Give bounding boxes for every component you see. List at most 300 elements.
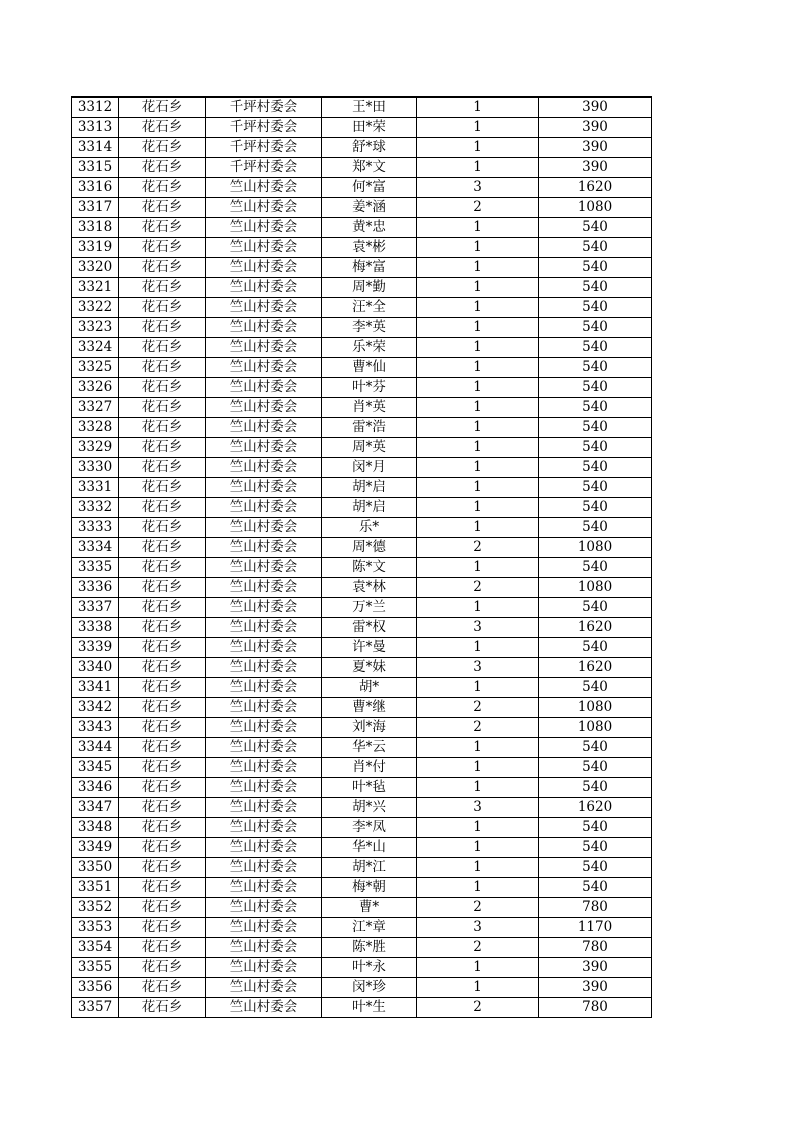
cell-name: 江*章	[322, 918, 417, 938]
table-row	[72, 658, 652, 678]
cell-count: 1	[417, 318, 539, 338]
table-row	[72, 638, 652, 658]
cell-village-committee: 竺山村委会	[206, 718, 322, 738]
cell-amount: 540	[539, 518, 652, 538]
cell-amount: 540	[539, 238, 652, 258]
cell-id: 3352	[72, 898, 119, 918]
cell-village-committee: 千坪村委会	[206, 97, 322, 118]
cell-name: 陈*胜	[322, 938, 417, 958]
cell-township: 花石乡	[119, 818, 206, 838]
cell-count: 1	[417, 598, 539, 618]
table-row	[72, 158, 652, 178]
cell-amount: 540	[539, 738, 652, 758]
table-row	[72, 238, 652, 258]
cell-name: 汪*全	[322, 298, 417, 318]
cell-count: 1	[417, 858, 539, 878]
cell-amount: 540	[539, 858, 652, 878]
cell-name: 刘*海	[322, 718, 417, 738]
cell-name: 闵*月	[322, 458, 417, 478]
cell-amount: 540	[539, 758, 652, 778]
table-row	[72, 398, 652, 418]
table-row	[72, 738, 652, 758]
cell-count: 1	[417, 118, 539, 138]
cell-township: 花石乡	[119, 198, 206, 218]
cell-count: 1	[417, 338, 539, 358]
cell-name: 袁*林	[322, 578, 417, 598]
cell-township: 花石乡	[119, 378, 206, 398]
table-row	[72, 838, 652, 858]
table-row	[72, 898, 652, 918]
cell-amount: 390	[539, 978, 652, 998]
cell-village-committee: 竺山村委会	[206, 378, 322, 398]
cell-township: 花石乡	[119, 898, 206, 918]
cell-name: 曹*继	[322, 698, 417, 718]
table-row	[72, 118, 652, 138]
cell-id: 3351	[72, 878, 119, 898]
cell-township: 花石乡	[119, 758, 206, 778]
cell-id: 3325	[72, 358, 119, 378]
cell-township: 花石乡	[119, 598, 206, 618]
cell-township: 花石乡	[119, 978, 206, 998]
cell-count: 1	[417, 238, 539, 258]
cell-township: 花石乡	[119, 398, 206, 418]
cell-township: 花石乡	[119, 698, 206, 718]
cell-amount: 1620	[539, 658, 652, 678]
table-row	[72, 498, 652, 518]
cell-id: 3342	[72, 698, 119, 718]
cell-village-committee: 竺山村委会	[206, 798, 322, 818]
cell-amount: 540	[539, 498, 652, 518]
cell-amount: 540	[539, 638, 652, 658]
cell-count: 1	[417, 558, 539, 578]
cell-id: 3317	[72, 198, 119, 218]
cell-village-committee: 竺山村委会	[206, 858, 322, 878]
cell-id: 3353	[72, 918, 119, 938]
cell-township: 花石乡	[119, 678, 206, 698]
cell-amount: 540	[539, 678, 652, 698]
cell-count: 1	[417, 778, 539, 798]
cell-amount: 540	[539, 218, 652, 238]
cell-count: 1	[417, 258, 539, 278]
cell-id: 3349	[72, 838, 119, 858]
cell-name: 胡*江	[322, 858, 417, 878]
cell-township: 花石乡	[119, 418, 206, 438]
cell-count: 1	[417, 678, 539, 698]
cell-count: 2	[417, 898, 539, 918]
cell-amount: 540	[539, 378, 652, 398]
cell-village-committee: 竺山村委会	[206, 598, 322, 618]
cell-village-committee: 竺山村委会	[206, 478, 322, 498]
cell-count: 1	[417, 138, 539, 158]
cell-count: 1	[417, 978, 539, 998]
cell-amount: 390	[539, 118, 652, 138]
cell-count: 1	[417, 97, 539, 118]
cell-village-committee: 竺山村委会	[206, 658, 322, 678]
cell-amount: 540	[539, 778, 652, 798]
cell-count: 3	[417, 618, 539, 638]
table-row	[72, 578, 652, 598]
cell-count: 2	[417, 718, 539, 738]
cell-count: 1	[417, 358, 539, 378]
table-row	[72, 798, 652, 818]
cell-village-committee: 竺山村委会	[206, 738, 322, 758]
cell-township: 花石乡	[119, 438, 206, 458]
cell-id: 3324	[72, 338, 119, 358]
cell-id: 3326	[72, 378, 119, 398]
cell-township: 花石乡	[119, 158, 206, 178]
cell-amount: 540	[539, 598, 652, 618]
cell-count: 1	[417, 758, 539, 778]
cell-amount: 540	[539, 318, 652, 338]
table-row	[72, 218, 652, 238]
table-row	[72, 138, 652, 158]
cell-name: 周*德	[322, 538, 417, 558]
cell-township: 花石乡	[119, 318, 206, 338]
cell-amount: 390	[539, 158, 652, 178]
cell-township: 花石乡	[119, 118, 206, 138]
cell-township: 花石乡	[119, 178, 206, 198]
cell-count: 1	[417, 498, 539, 518]
cell-count: 2	[417, 698, 539, 718]
cell-name: 黄*忠	[322, 218, 417, 238]
cell-amount: 540	[539, 458, 652, 478]
table-row	[72, 778, 652, 798]
table-row	[72, 598, 652, 618]
cell-count: 2	[417, 578, 539, 598]
cell-id: 3316	[72, 178, 119, 198]
cell-amount: 1620	[539, 798, 652, 818]
cell-amount: 1620	[539, 178, 652, 198]
cell-amount: 1170	[539, 918, 652, 938]
cell-name: 李*凤	[322, 818, 417, 838]
cell-township: 花石乡	[119, 358, 206, 378]
cell-id: 3318	[72, 218, 119, 238]
cell-id: 3322	[72, 298, 119, 318]
cell-village-committee: 竺山村委会	[206, 318, 322, 338]
cell-count: 1	[417, 458, 539, 478]
cell-amount: 540	[539, 358, 652, 378]
cell-amount: 540	[539, 258, 652, 278]
cell-id: 3343	[72, 718, 119, 738]
cell-amount: 540	[539, 838, 652, 858]
cell-amount: 390	[539, 138, 652, 158]
cell-amount: 390	[539, 958, 652, 978]
cell-township: 花石乡	[119, 138, 206, 158]
cell-village-committee: 竺山村委会	[206, 578, 322, 598]
cell-township: 花石乡	[119, 858, 206, 878]
cell-township: 花石乡	[119, 878, 206, 898]
cell-village-committee: 竺山村委会	[206, 938, 322, 958]
cell-id: 3356	[72, 978, 119, 998]
cell-id: 3341	[72, 678, 119, 698]
cell-name: 舒*球	[322, 138, 417, 158]
table-body	[72, 97, 652, 1018]
cell-village-committee: 竺山村委会	[206, 778, 322, 798]
data-table	[71, 96, 652, 1018]
cell-id: 3331	[72, 478, 119, 498]
cell-count: 1	[417, 738, 539, 758]
cell-id: 3327	[72, 398, 119, 418]
cell-amount: 540	[539, 418, 652, 438]
cell-amount: 540	[539, 878, 652, 898]
cell-count: 2	[417, 538, 539, 558]
table-row	[72, 538, 652, 558]
table-row	[72, 358, 652, 378]
cell-amount: 1080	[539, 698, 652, 718]
table-row	[72, 978, 652, 998]
cell-id: 3357	[72, 998, 119, 1018]
cell-name: 许*曼	[322, 638, 417, 658]
table-row	[72, 958, 652, 978]
cell-id: 3314	[72, 138, 119, 158]
table-row	[72, 378, 652, 398]
cell-count: 2	[417, 938, 539, 958]
cell-name: 叶*芬	[322, 378, 417, 398]
cell-name: 曹*仙	[322, 358, 417, 378]
cell-village-committee: 竺山村委会	[206, 398, 322, 418]
cell-name: 肖*付	[322, 758, 417, 778]
cell-township: 花石乡	[119, 218, 206, 238]
cell-count: 1	[417, 398, 539, 418]
table-row	[72, 418, 652, 438]
cell-township: 花石乡	[119, 918, 206, 938]
cell-amount: 1620	[539, 618, 652, 638]
cell-count: 3	[417, 798, 539, 818]
cell-township: 花石乡	[119, 97, 206, 118]
cell-count: 1	[417, 298, 539, 318]
cell-amount: 540	[539, 278, 652, 298]
cell-village-committee: 竺山村委会	[206, 638, 322, 658]
cell-count: 3	[417, 178, 539, 198]
cell-village-committee: 竺山村委会	[206, 818, 322, 838]
cell-name: 陈*文	[322, 558, 417, 578]
cell-id: 3346	[72, 778, 119, 798]
cell-township: 花石乡	[119, 238, 206, 258]
cell-count: 1	[417, 638, 539, 658]
cell-amount: 540	[539, 298, 652, 318]
cell-id: 3315	[72, 158, 119, 178]
cell-count: 2	[417, 998, 539, 1018]
cell-amount: 780	[539, 938, 652, 958]
cell-count: 1	[417, 478, 539, 498]
cell-amount: 780	[539, 898, 652, 918]
cell-id: 3329	[72, 438, 119, 458]
cell-village-committee: 竺山村委会	[206, 358, 322, 378]
cell-township: 花石乡	[119, 518, 206, 538]
cell-name: 袁*彬	[322, 238, 417, 258]
cell-name: 姜*涵	[322, 198, 417, 218]
cell-township: 花石乡	[119, 338, 206, 358]
cell-village-committee: 竺山村委会	[206, 498, 322, 518]
cell-township: 花石乡	[119, 558, 206, 578]
cell-township: 花石乡	[119, 738, 206, 758]
cell-id: 3334	[72, 538, 119, 558]
cell-village-committee: 竺山村委会	[206, 298, 322, 318]
cell-township: 花石乡	[119, 618, 206, 638]
cell-id: 3319	[72, 238, 119, 258]
cell-township: 花石乡	[119, 578, 206, 598]
cell-township: 花石乡	[119, 658, 206, 678]
cell-count: 1	[417, 518, 539, 538]
cell-village-committee: 竺山村委会	[206, 958, 322, 978]
cell-amount: 540	[539, 818, 652, 838]
table-row	[72, 478, 652, 498]
cell-village-committee: 竺山村委会	[206, 558, 322, 578]
cell-name: 华*云	[322, 738, 417, 758]
cell-count: 1	[417, 218, 539, 238]
table-row	[72, 178, 652, 198]
cell-name: 曹*	[322, 898, 417, 918]
cell-id: 3350	[72, 858, 119, 878]
cell-village-committee: 竺山村委会	[206, 978, 322, 998]
cell-amount: 540	[539, 338, 652, 358]
cell-name: 梅*朝	[322, 878, 417, 898]
cell-village-committee: 竺山村委会	[206, 898, 322, 918]
cell-township: 花石乡	[119, 718, 206, 738]
cell-id: 3348	[72, 818, 119, 838]
cell-village-committee: 千坪村委会	[206, 118, 322, 138]
cell-name: 肖*英	[322, 398, 417, 418]
cell-name: 闵*珍	[322, 978, 417, 998]
cell-id: 3339	[72, 638, 119, 658]
cell-township: 花石乡	[119, 638, 206, 658]
cell-id: 3330	[72, 458, 119, 478]
cell-name: 周*勤	[322, 278, 417, 298]
cell-count: 1	[417, 158, 539, 178]
cell-township: 花石乡	[119, 278, 206, 298]
table-row	[72, 97, 652, 118]
cell-id: 3337	[72, 598, 119, 618]
table-row	[72, 698, 652, 718]
table-row	[72, 438, 652, 458]
cell-amount: 1080	[539, 718, 652, 738]
cell-name: 胡*兴	[322, 798, 417, 818]
table-row	[72, 678, 652, 698]
table-row	[72, 298, 652, 318]
cell-amount: 1080	[539, 578, 652, 598]
cell-count: 2	[417, 198, 539, 218]
cell-amount: 1080	[539, 198, 652, 218]
table-row	[72, 858, 652, 878]
cell-id: 3338	[72, 618, 119, 638]
cell-village-committee: 竺山村委会	[206, 538, 322, 558]
cell-id: 3313	[72, 118, 119, 138]
cell-township: 花石乡	[119, 838, 206, 858]
cell-count: 3	[417, 918, 539, 938]
cell-village-committee: 竺山村委会	[206, 258, 322, 278]
cell-name: 叶*永	[322, 958, 417, 978]
cell-name: 雷*浩	[322, 418, 417, 438]
cell-count: 1	[417, 378, 539, 398]
cell-village-committee: 竺山村委会	[206, 838, 322, 858]
cell-name: 王*田	[322, 97, 417, 118]
cell-count: 1	[417, 838, 539, 858]
cell-township: 花石乡	[119, 538, 206, 558]
cell-count: 1	[417, 418, 539, 438]
cell-village-committee: 竺山村委会	[206, 758, 322, 778]
cell-amount: 540	[539, 398, 652, 418]
cell-village-committee: 竺山村委会	[206, 178, 322, 198]
cell-name: 田*荣	[322, 118, 417, 138]
cell-township: 花石乡	[119, 298, 206, 318]
cell-village-committee: 竺山村委会	[206, 678, 322, 698]
cell-village-committee: 竺山村委会	[206, 438, 322, 458]
cell-name: 梅*富	[322, 258, 417, 278]
cell-id: 3320	[72, 258, 119, 278]
cell-village-committee: 千坪村委会	[206, 158, 322, 178]
cell-id: 3328	[72, 418, 119, 438]
cell-id: 3355	[72, 958, 119, 978]
cell-id: 3347	[72, 798, 119, 818]
cell-village-committee: 竺山村委会	[206, 878, 322, 898]
table-row	[72, 198, 652, 218]
cell-amount: 540	[539, 478, 652, 498]
cell-township: 花石乡	[119, 258, 206, 278]
cell-name: 李*英	[322, 318, 417, 338]
cell-id: 3323	[72, 318, 119, 338]
cell-id: 3332	[72, 498, 119, 518]
cell-id: 3321	[72, 278, 119, 298]
table-row	[72, 998, 652, 1018]
cell-village-committee: 竺山村委会	[206, 198, 322, 218]
cell-id: 3345	[72, 758, 119, 778]
cell-village-committee: 竺山村委会	[206, 338, 322, 358]
cell-id: 3335	[72, 558, 119, 578]
cell-village-committee: 竺山村委会	[206, 998, 322, 1018]
cell-id: 3340	[72, 658, 119, 678]
cell-name: 周*英	[322, 438, 417, 458]
table-row	[72, 938, 652, 958]
cell-name: 万*兰	[322, 598, 417, 618]
cell-township: 花石乡	[119, 938, 206, 958]
cell-village-committee: 竺山村委会	[206, 218, 322, 238]
table-row	[72, 758, 652, 778]
table-row	[72, 278, 652, 298]
cell-name: 乐*	[322, 518, 417, 538]
cell-township: 花石乡	[119, 478, 206, 498]
cell-name: 何*富	[322, 178, 417, 198]
cell-count: 1	[417, 958, 539, 978]
table-row	[72, 718, 652, 738]
cell-village-committee: 竺山村委会	[206, 618, 322, 638]
cell-township: 花石乡	[119, 498, 206, 518]
table-row	[72, 818, 652, 838]
cell-village-committee: 千坪村委会	[206, 138, 322, 158]
cell-village-committee: 竺山村委会	[206, 278, 322, 298]
cell-name: 华*山	[322, 838, 417, 858]
cell-count: 1	[417, 278, 539, 298]
cell-township: 花石乡	[119, 778, 206, 798]
cell-count: 3	[417, 658, 539, 678]
cell-village-committee: 竺山村委会	[206, 918, 322, 938]
table-row	[72, 258, 652, 278]
cell-township: 花石乡	[119, 458, 206, 478]
cell-amount: 1080	[539, 538, 652, 558]
table-row	[72, 918, 652, 938]
cell-amount: 780	[539, 998, 652, 1018]
table-row	[72, 518, 652, 538]
cell-count: 1	[417, 878, 539, 898]
cell-township: 花石乡	[119, 958, 206, 978]
table-row	[72, 558, 652, 578]
cell-village-committee: 竺山村委会	[206, 418, 322, 438]
table-row	[72, 318, 652, 338]
cell-village-committee: 竺山村委会	[206, 238, 322, 258]
cell-village-committee: 竺山村委会	[206, 698, 322, 718]
cell-name: 胡*启	[322, 498, 417, 518]
cell-township: 花石乡	[119, 798, 206, 818]
cell-id: 3312	[72, 97, 119, 118]
